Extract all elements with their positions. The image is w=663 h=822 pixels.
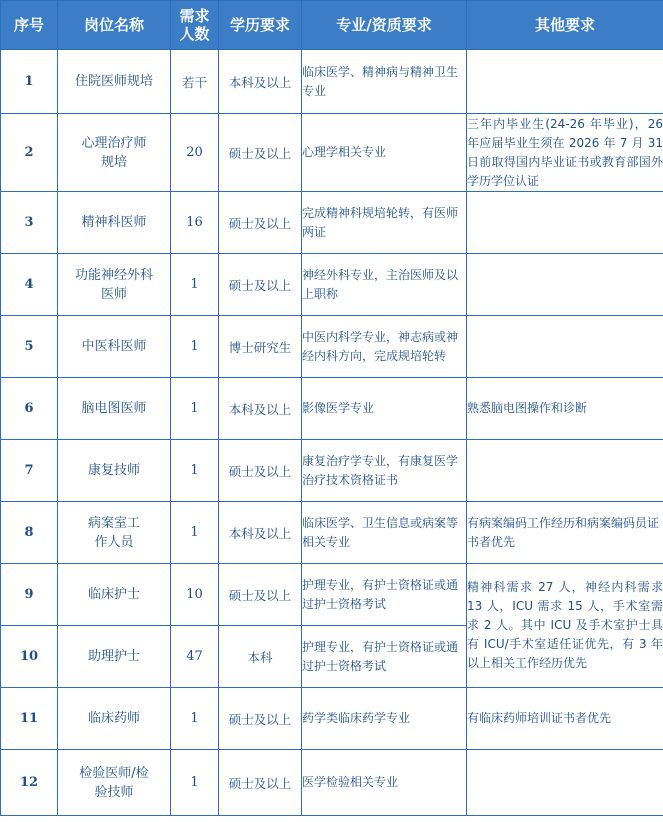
table-row [1,192,663,254]
row-education: 本科 [219,626,302,688]
row-major: 医学检验相关专业 [302,750,467,816]
row-major: 临床医学、卫生信息或病案等相关专业 [302,502,467,564]
row-count: 1 [171,440,219,502]
row-no: 12 [1,750,58,816]
row-no: 5 [1,316,58,378]
table-row [1,502,663,564]
row-count: 若干 [171,50,219,114]
row-major: 药学类临床药学专业 [302,688,467,750]
row-count: 1 [171,254,219,316]
header-no: 序号 [1,1,58,50]
row-name: 住院医师规培 [58,50,171,114]
row-name: 精神科医师 [58,192,171,254]
row-education: 硕士及以上 [219,750,302,816]
row-count: 10 [171,564,219,626]
row-no: 8 [1,502,58,564]
row-major: 护理专业，有护士资格证或通过护士资格考试 [302,564,467,626]
header-count-line1: 需求 [179,7,210,25]
header-major: 专业/资质要求 [302,1,467,50]
row-education: 本科及以上 [219,50,302,114]
row-name: 功能神经外科医师 [58,254,171,316]
row-education: 硕士及以上 [219,440,302,502]
row-count: 1 [171,316,219,378]
row-education: 硕士及以上 [219,564,302,626]
row-major: 临床医学、精神病与精神卫生专业 [302,50,467,114]
table-row [1,378,663,440]
row-no: 4 [1,254,58,316]
row-count: 16 [171,192,219,254]
row-count: 1 [171,688,219,750]
row-other: 熟悉脑电图操作和诊断 [467,378,663,440]
row-other: 精神科需求 27 人，神经内科需求 13 人，ICU 需求 15 人，手术室需求 2 人。其中 ICU 及手术室护士具有 ICU/手术室适任证优先，有 3 年以上相关工作经历优先 [467,564,663,688]
row-name: 中医科医师 [58,316,171,378]
row-count: 1 [171,378,219,440]
row-major: 影像医学专业 [302,378,467,440]
row-no: 11 [1,688,58,750]
header-row [1,1,663,50]
row-name: 康复技师 [58,440,171,502]
header-count-line2: 人数 [179,25,210,43]
row-other [467,254,663,316]
row-name: 脑电图医师 [58,378,171,440]
row-other [467,750,663,816]
header-other: 其他要求 [467,1,663,50]
table-row [1,50,663,114]
row-no: 10 [1,626,58,688]
row-other: 有临床药师培训证书者优先 [467,688,663,750]
row-name: 病案室工作人员 [58,502,171,564]
row-no: 7 [1,440,58,502]
row-name: 检验医师/检验技师 [58,750,171,816]
table-row [1,564,663,626]
row-education: 硕士及以上 [219,254,302,316]
row-name: 心理治疗师规培 [58,114,171,192]
table-row [1,440,663,502]
row-no: 9 [1,564,58,626]
row-education: 博士研究生 [219,316,302,378]
row-count: 47 [171,626,219,688]
row-education: 硕士及以上 [219,114,302,192]
row-education: 硕士及以上 [219,192,302,254]
row-count: 1 [171,502,219,564]
row-no: 1 [1,50,58,114]
row-major: 完成精神科规培轮转，有医师两证 [302,192,467,254]
row-major: 中医内科学专业，神志病或神经内科方向，完成规培轮转 [302,316,467,378]
table-row [1,750,663,816]
row-other: 有病案编码工作经历和病案编码员证书者优先 [467,502,663,564]
table-row [1,688,663,750]
table-row [1,254,663,316]
row-major: 康复治疗学专业，有康复医学治疗技术资格证书 [302,440,467,502]
row-no: 6 [1,378,58,440]
row-education: 本科及以上 [219,502,302,564]
row-name: 临床护士 [58,564,171,626]
row-other [467,192,663,254]
row-other: 三年内毕业生(24-26 年毕业)，26 年应届毕业生须在 2026 年 7 月 31 日前取得国内毕业证书或教育部国外学历学位认证 [467,114,663,192]
row-count: 20 [171,114,219,192]
row-name: 临床药师 [58,688,171,750]
row-major: 神经外科专业，主治医师及以上职称 [302,254,467,316]
row-count: 1 [171,750,219,816]
row-education: 硕士及以上 [219,688,302,750]
row-education: 本科及以上 [219,378,302,440]
row-other [467,440,663,502]
row-no: 3 [1,192,58,254]
header-count [171,1,219,50]
table-row [1,316,663,378]
row-no: 2 [1,114,58,192]
row-other [467,316,663,378]
row-other [467,50,663,114]
row-major: 心理学相关专业 [302,114,467,192]
header-education: 学历要求 [219,1,302,50]
table-row [1,114,663,192]
row-name: 助理护士 [58,626,171,688]
header-name: 岗位名称 [58,1,171,50]
row-major: 护理专业，有护士资格证或通过护士资格考试 [302,626,467,688]
